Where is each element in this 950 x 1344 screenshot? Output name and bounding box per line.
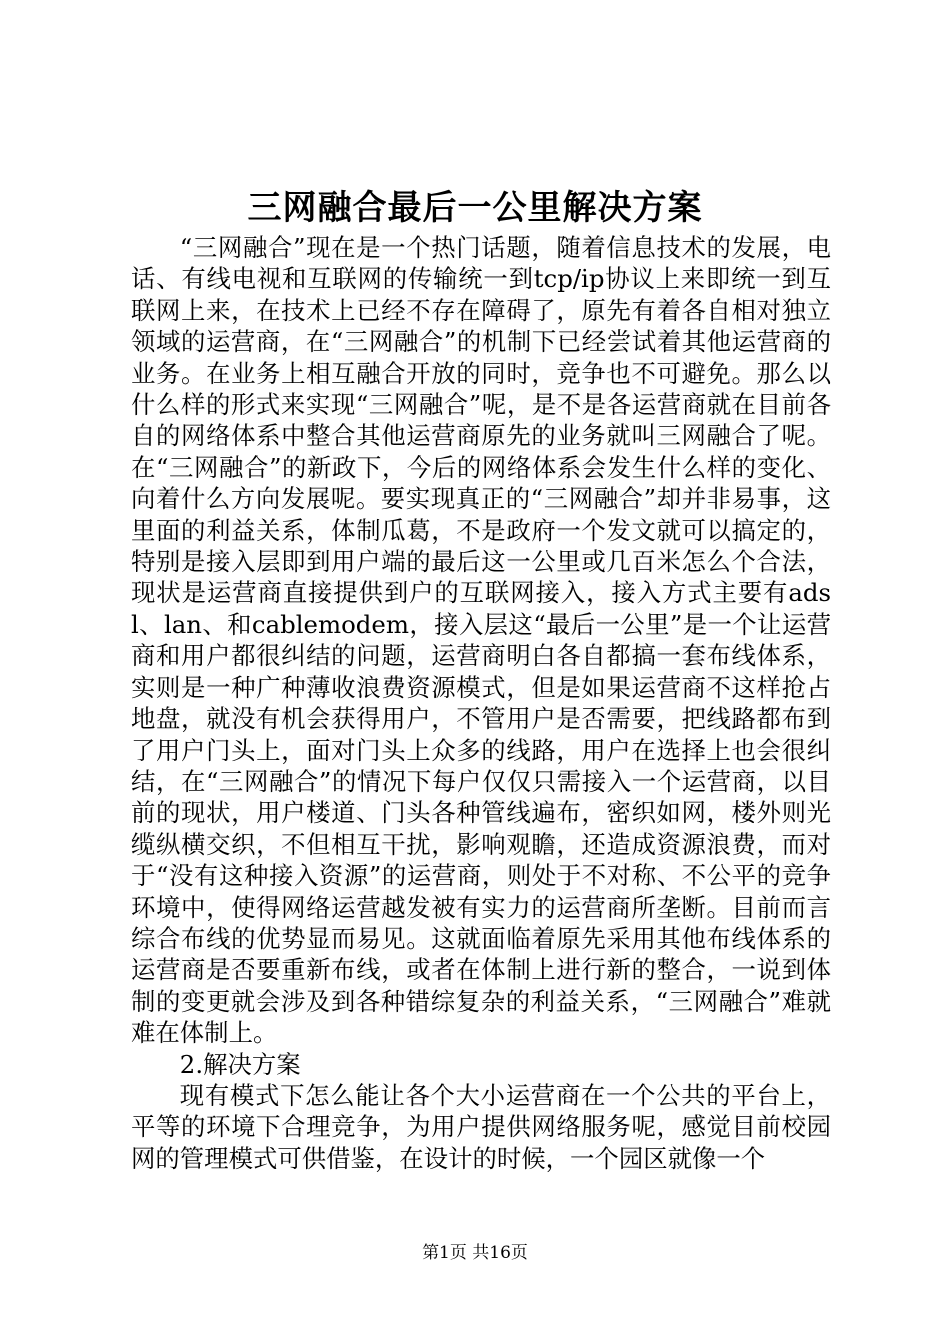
document-body [131, 232, 831, 1174]
body-paragraph-intro: “三网融合”现在是一个热门话题，随着信息技术的发展，电话、有线电视和互联网的传输统一到tcp/ip协议上来即统一到互联网上来，在技术上已经不存在障碍了，原先有着各自相对独立领域的运营商，在“三网融合”的机制下已经尝试着其他运营商的业务。在业务上相互融合开放的同时，竞争也不可避免。那么以什么样的形式来实现“三网融合”呢，是不是各运营商就在目前各自的网络体系中整合其他运营商原先的业务就叫三网融合了呢。在“三网融合”的新政下，今后的网络体系会发生什么样的变化、向着什么方向发展呢。要实现真正的“三网融合”却并非易事，这里面的利益关系，体制瓜葛，不是政府一个发文就可以搞定的，特别是接入层即到用户端的最后这一公里或几百米怎么个合法，现状是运营商直接提供到户的互联网接入，接入方式主要有adsl、lan、和cablemodem，接入层这“最后一公里”是一个让运营商和用户都很纠结的问题，运营商明白各自都搞一套布线体系，实则是一种广种薄收浪费资源模式，但是如果运营商不这样抢占地盘，就没有机会获得用户，不管用户是否需要，把线路都布到了用户门头上，面对门头上众多的线路，用户在选择上也会很纠结，在“三网融合”的情况下每户仅仅只需接入一个运营商，以目前的现状，用户楼道、门头各种管线遍布，密织如网，楼外则光缆纵横交织，不但相互干扰，影响观瞻，还造成资源浪费，而对于“没有这种接入资源”的运营商，则处于不对称、不公平的竞争环境中，使得网络运营越发被有实力的运营商所垄断。目前而言综合布线的优势显而易见。这就面临着原先采用其他布线体系的运营商是否要重新布线，或者在体制上进行新的整合，一说到体制的变更就会涉及到各种错综复杂的利益关系，“三网融合”难就难在体制上。 [131, 233, 831, 1048]
body-paragraph-solution: 现有模式下怎么能让各个大小运营商在一个公共的平台上，平等的环境下合理竞争，为用户提供网络服务呢，感觉目前校园网的管理模式可供借鉴，在设计的时候，一个园区就像一个 [131, 1080, 831, 1173]
section-heading-solution: 2.解决方案 [179, 1049, 301, 1079]
page-footer: 第1页 共16页 [422, 1243, 528, 1263]
document-title: 三网融合最后一公里解决方案 [247, 188, 703, 228]
